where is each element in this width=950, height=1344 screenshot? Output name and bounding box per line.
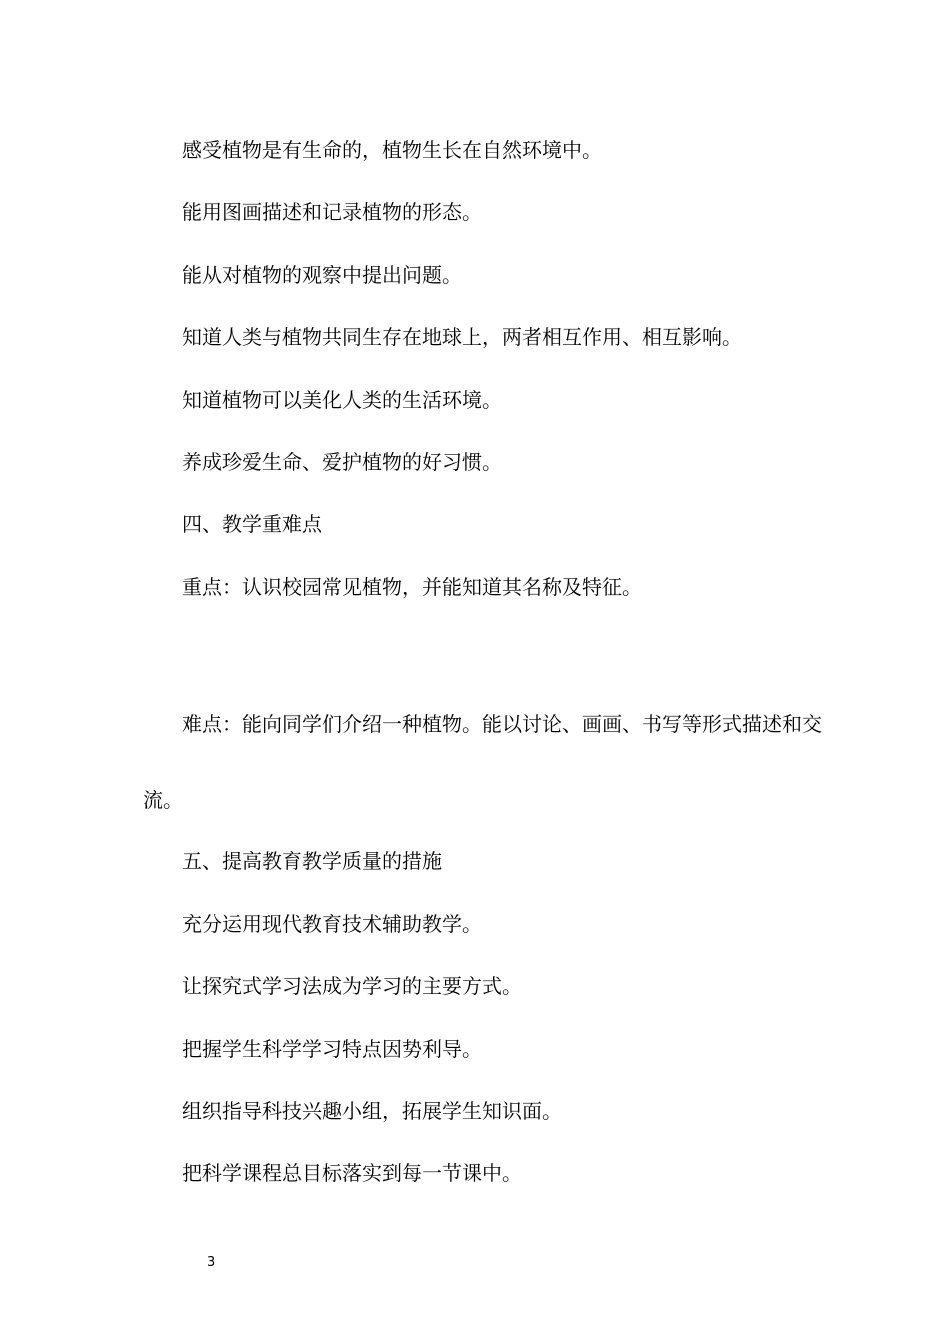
objective-line-5: 知道植物可以美化人类的生活环境。 (182, 388, 502, 412)
difficulty-line: 难点：能向同学们介绍一种植物。能以讨论、画画、书写等形式描述和交 (182, 712, 822, 736)
objective-line-3: 能从对植物的观察中提出问题。 (182, 263, 462, 287)
objective-line-2: 能用图画描述和记录植物的形态。 (182, 200, 482, 224)
measure-line-3: 把握学生科学学习特点因势利导。 (182, 1037, 482, 1061)
measure-line-5: 把科学课程总目标落实到每一节课中。 (182, 1161, 522, 1185)
objective-line-6: 养成珍爱生命、爱护植物的好习惯。 (182, 450, 502, 474)
measure-line-4: 组织指导科技兴趣小组，拓展学生知识面。 (182, 1099, 562, 1123)
objective-line-1: 感受植物是有生命的，植物生长在自然环境中。 (182, 138, 602, 162)
difficulty-line-continued: 流。 (143, 788, 183, 812)
section-heading-measures: 五、提高教育教学质量的措施 (182, 849, 442, 873)
key-point-line: 重点：认识校园常见植物，并能知道其名称及特征。 (182, 575, 642, 599)
page-number: 3 (207, 1255, 216, 1270)
section-heading-key-points: 四、教学重难点 (182, 512, 322, 536)
objective-line-4: 知道人类与植物共同生存在地球上，两者相互作用、相互影响。 (182, 325, 742, 349)
measure-line-2: 让探究式学习法成为学习的主要方式。 (182, 974, 522, 998)
measure-line-1: 充分运用现代教育技术辅助教学。 (182, 912, 482, 936)
